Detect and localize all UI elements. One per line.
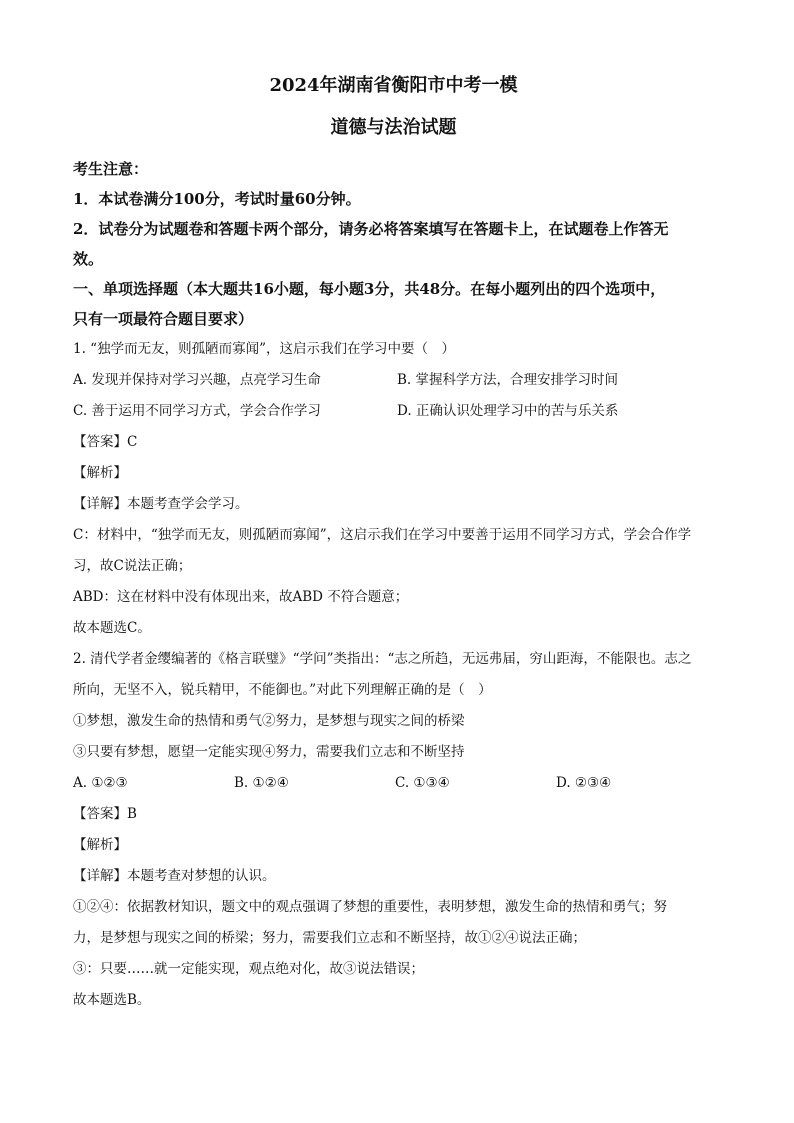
- explanation-line: 力，是梦想与现实之间的桥梁；努力，需要我们立志和不断坚持，故①②④说法正确；: [73, 930, 586, 946]
- explanation-line: ③：只要……就一定能实现，观点绝对化，故③说法错误；: [73, 961, 424, 977]
- option-a: A. 发现并保持对学习兴趣，点亮学习生命: [73, 372, 321, 388]
- exam-title: 2024年湖南省衡阳市中考一模: [269, 75, 518, 96]
- notice-block: [73, 154, 714, 274]
- detail-label: 【详解】本题考查学会学习。: [73, 496, 249, 512]
- exam-subtitle: 道德与法治试题: [330, 117, 457, 138]
- notice-item-2-line-1: 2．试卷分为试题卷和答题卡两个部分，请务必将答案填写在答题卡上，在试题卷上作答无: [73, 220, 669, 238]
- question-stem: 1. “独学而无友，则孤陋而寡闻”，这启示我们在学习中要（ ）: [73, 341, 455, 357]
- question-stem: 所向，无坚不入，锐兵精甲，不能御也。”对此下列理解正确的是（ ）: [73, 682, 492, 698]
- conclusion-line: 故本题选C。: [73, 620, 151, 636]
- option-c: C. ①③④: [395, 775, 450, 791]
- analysis-label: 【解析】: [73, 465, 127, 481]
- statement-line: ③只要有梦想，愿望一定能实现④努力，需要我们立志和不断坚持: [73, 744, 465, 760]
- section-heading-line-1: 一、单项选择题（本大题共16小题，每小题3分，共48分。在每小题列出的四个选项中，: [73, 280, 666, 298]
- option-a: A. ①②③: [73, 775, 128, 791]
- explanation-line: ①②④：依据教材知识，题文中的观点强调了梦想的重要性，表明梦想，激发生命的热情和勇气；努: [73, 899, 667, 915]
- option-d: D. ②③④: [556, 775, 612, 791]
- conclusion-line: 故本题选B。: [73, 992, 151, 1008]
- question-1: [73, 334, 714, 644]
- explanation-line: 习，故C说法正确；: [73, 558, 192, 574]
- option-c: C. 善于运用不同学习方式，学会合作学习: [73, 403, 321, 419]
- notice-heading: 考生注意：: [73, 160, 149, 178]
- option-row: [73, 396, 714, 427]
- answer-label: 【答案】C: [73, 434, 138, 450]
- explanation-line: C：材料中，“独学而无友，则孤陋而寡闻”，这启示我们在学习中要善于运用不同学习方式，学会合作学: [73, 527, 692, 543]
- option-d: D. 正确认识处理学习中的苦与乐关系: [397, 403, 619, 419]
- option-row: [73, 768, 714, 799]
- option-row: [73, 365, 714, 396]
- question-2: [73, 644, 714, 1016]
- section-heading: [73, 274, 714, 334]
- option-b: B. ①②④: [234, 775, 289, 791]
- notice-item-2-line-2: 效。: [73, 250, 104, 268]
- answer-label: 【答案】B: [73, 806, 137, 822]
- question-stem: 2. 清代学者金缨编著的《格言联璧》“学问”类指出：“志之所趋，无远弗届，穷山距海，不能限也。志之: [73, 651, 692, 667]
- analysis-label: 【解析】: [73, 837, 127, 853]
- option-b: B. 掌握科学方法，合理安排学习时间: [397, 372, 619, 388]
- explanation-line: ABD：这在材料中没有体现出来，故ABD 不符合题意；: [73, 589, 409, 605]
- notice-item-1: 1．本试卷满分100分，考试时量60分钟。: [73, 190, 361, 208]
- section-heading-line-2: 只有一项最符合题目要求）: [73, 310, 254, 328]
- statement-line: ①梦想，激发生命的热情和勇气②努力，是梦想与现实之间的桥梁: [73, 713, 465, 729]
- detail-label: 【详解】本题考查对梦想的认识。: [73, 868, 276, 884]
